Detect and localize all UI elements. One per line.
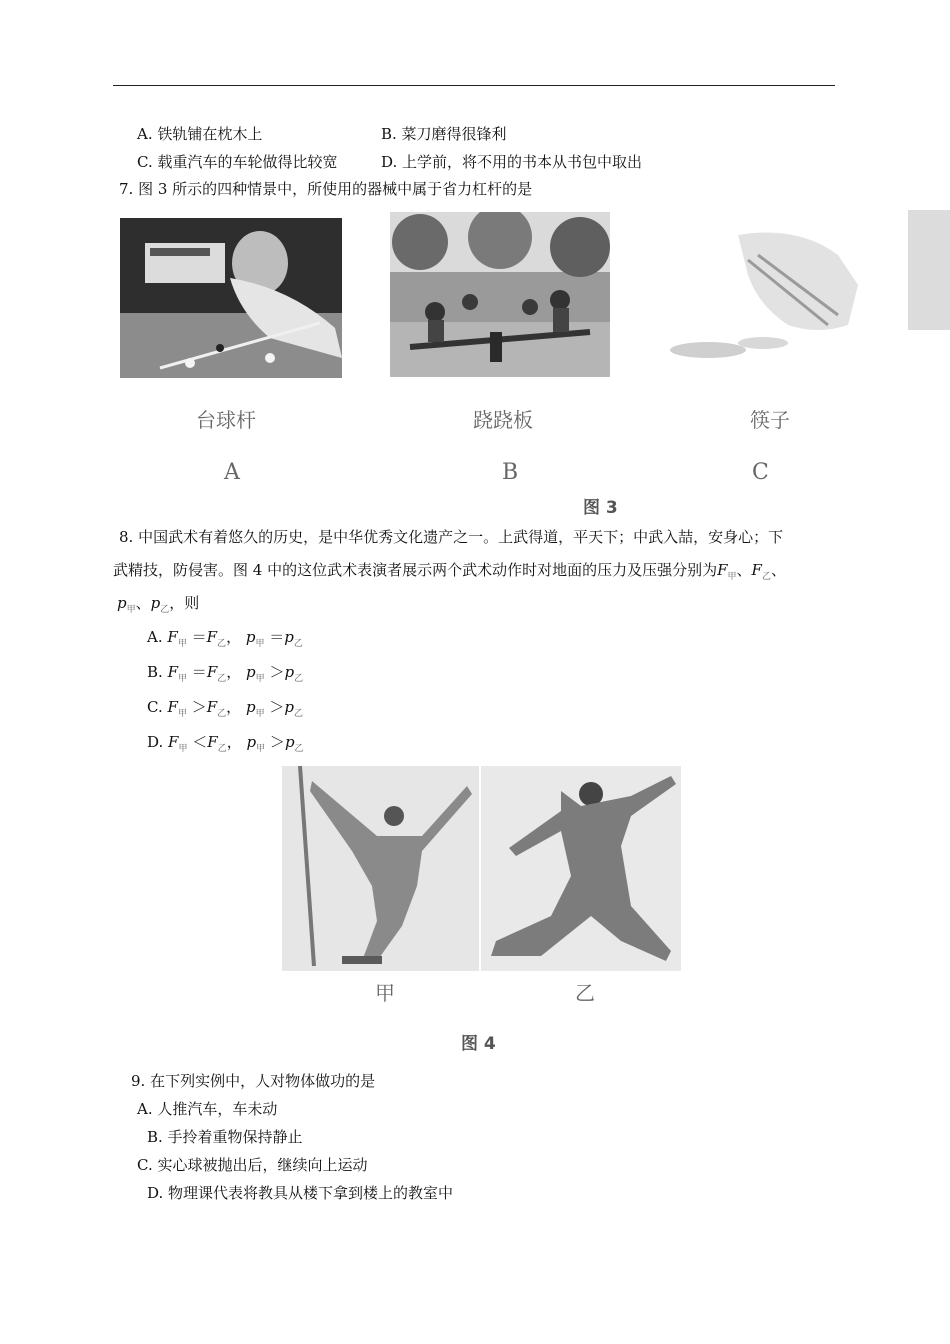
q6-option-d: D. 上学前，将不用的书本从书包中取出 (381, 153, 643, 171)
figure-3-caption-a: 台球杆 (196, 408, 256, 432)
edge-photo-fragment (908, 210, 950, 330)
q9-option-c: C. 实心球被抛出后，继续向上运动 (137, 1156, 368, 1174)
chopsticks-photo (668, 215, 868, 375)
q6-option-b: B. 菜刀磨得很锋利 (381, 125, 507, 143)
q8-option-b: B. $F_甲 =F_乙$， $p_甲 >p_乙$ (147, 663, 304, 684)
q7-stem: 7. 图 3 所示的四种情景中，所使用的器械中属于省力杠杆的是 (119, 180, 533, 198)
q9-option-d: D. 物理课代表将教具从楼下拿到楼上的教室中 (147, 1184, 454, 1202)
q8-option-d: D. $F_甲 <F_乙$， $p_甲 >p_乙$ (147, 733, 304, 754)
q6-option-c: C. 载重汽车的车轮做得比较宽 (137, 153, 338, 171)
seesaw-photo (390, 212, 610, 377)
billiards-photo (120, 218, 342, 378)
figure-3-letter-c: C (752, 460, 769, 485)
q9-option-a: A. 人推汽车，车未动 (137, 1100, 278, 1118)
q9-stem: 9. 在下列实例中，人对物体做功的是 (131, 1072, 376, 1090)
q8-option-c: C. $F_甲 >F_乙$， $p_甲 >p_乙$ (147, 698, 304, 719)
figure-4-label-jia: 甲 (375, 981, 395, 1005)
q9-option-b: B. 手拎着重物保持静止 (147, 1128, 303, 1146)
q8-option-a: A. $F_甲 =F_乙$， $p_甲 =p_乙$ (147, 628, 303, 649)
figure-3-caption-c: 筷子 (750, 408, 790, 432)
wushu-photo-yi (481, 766, 681, 971)
figure-3-letter-a: A (224, 460, 240, 485)
q8-stem-line3: $p_甲$、$p_乙$，则 (117, 594, 200, 615)
figure-3-label: 图 3 (583, 498, 618, 518)
q8-stem-line2: 武精技，防侵害。图 4 中的这位武术表演者展示两个武术动作时对地面的压力及压强分别为$F_甲$、$F_乙$、 (113, 561, 786, 582)
figure-4-label: 图 4 (461, 1034, 496, 1054)
figure-3-caption-b: 跷跷板 (473, 408, 533, 432)
figure-3-letter-b: B (502, 460, 519, 485)
figure-4-label-yi: 乙 (575, 981, 595, 1005)
q8-stem-line1: 8. 中国武术有着悠久的历史，是中华优秀文化遗产之一。上武得道，平天下；中武入喆，安身心；下 (119, 528, 784, 546)
q6-option-a: A. 铁轨铺在枕木上 (137, 125, 263, 143)
wushu-photo-jia (282, 766, 479, 971)
header-rule (113, 85, 835, 86)
